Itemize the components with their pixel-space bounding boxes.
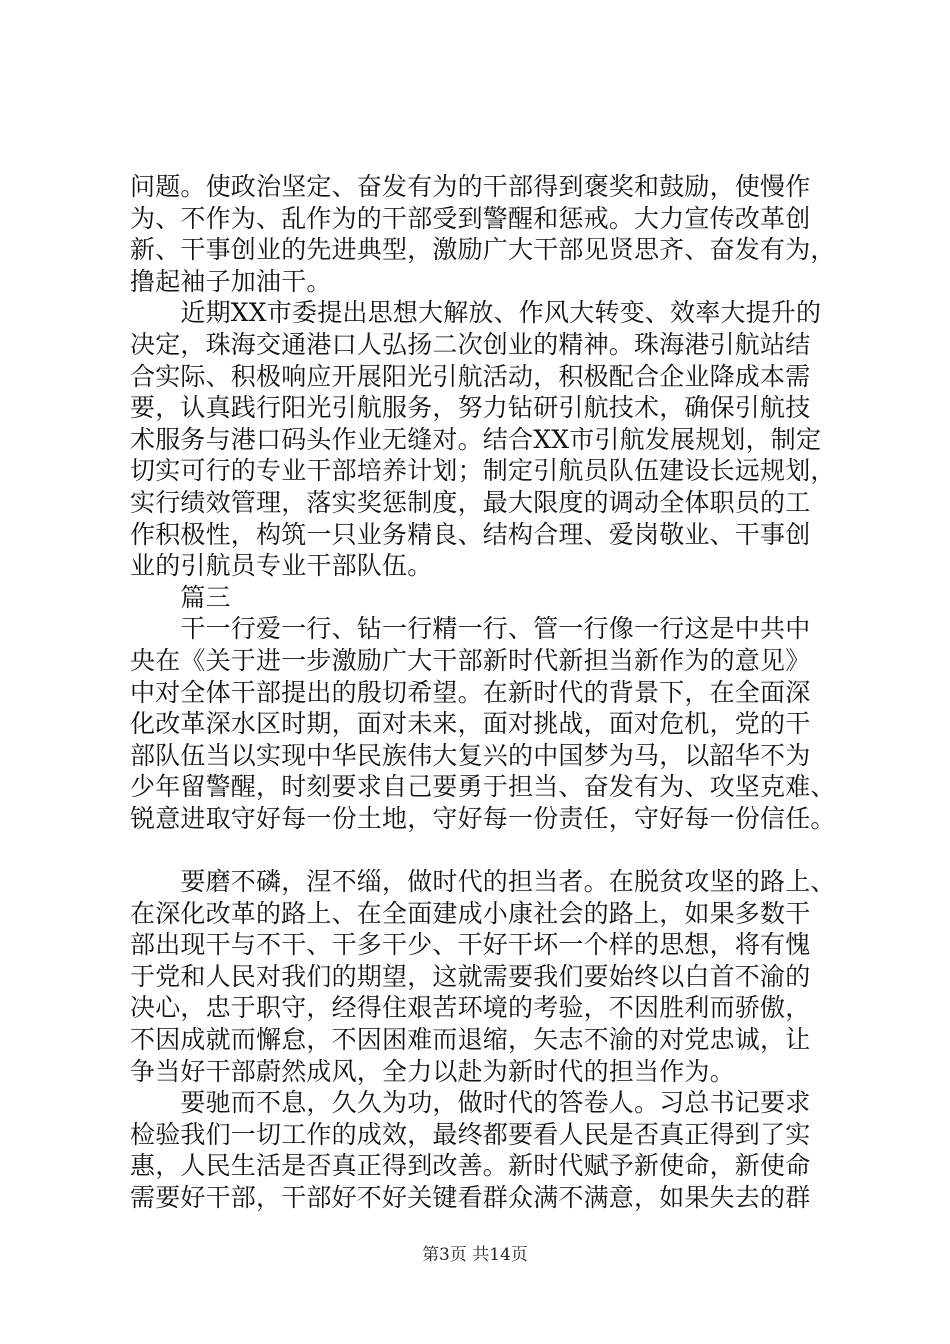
text-line: 惠，人民生活是否真正得到改善。新时代赋予新使命，新使命 xyxy=(130,1151,811,1181)
text-line: 争当好干部蔚然成风，全力以赴为新时代的担当作为。 xyxy=(130,1056,735,1086)
text-line: 中对全体干部提出的殷切希望。在新时代的背景下，在全面深 xyxy=(130,677,811,707)
blank-line xyxy=(130,834,845,866)
text-line: 锐意进取守好每一份土地，守好每一份责任，守好每一份信任。 xyxy=(130,803,836,833)
section-heading: 篇三 xyxy=(130,582,231,612)
text-line: 干一行爱一行、钻一行精一行、管一行像一行这是中共中 xyxy=(130,614,811,644)
text-line: 需要好干部，干部好不好关键看群众满不满意，如果失去的群 xyxy=(130,1183,811,1212)
text-line: 术服务与港口码头作业无缝对。结合XX市引航发展规划，制定 xyxy=(130,424,822,454)
text-line: 要驰而不息，久久为功，做时代的答卷人。习总书记要求 xyxy=(130,1088,811,1118)
text-line: 近期XX市委提出思想大解放、作风大转变、效率大提升的 xyxy=(130,298,822,328)
text-line: 为、不作为、乱作为的干部受到警醒和惩戒。大力宣传改革创 xyxy=(130,203,811,233)
text-line: 决定，珠海交通港口人弘扬二次创业的精神。珠海港引航站结 xyxy=(130,329,811,359)
page-number-footer: 第3页 共14页 xyxy=(422,1245,528,1265)
text-line: 化改革深水区时期，面对未来，面对挑战，面对危机，党的干 xyxy=(130,709,811,739)
text-line: 合实际、积极响应开展阳光引航活动，积极配合企业降成本需 xyxy=(130,361,811,391)
text-line: 要磨不磷，涅不缁，做时代的担当者。在脱贫攻坚的路上、 xyxy=(130,867,836,897)
text-line: 少年留警醒，时刻要求自己要勇于担当、奋发有为、攻坚克难、 xyxy=(130,772,836,802)
text-line: 切实可行的专业干部培养计划；制定引航员队伍建设长远规划， xyxy=(130,456,836,486)
text-line: 部队伍当以实现中华民族伟大复兴的中国梦为马，以韶华不为 xyxy=(130,740,811,770)
text-line: 新、干事创业的先进典型，激励广大干部见贤思齐、奋发有为， xyxy=(130,235,836,265)
text-line: 作积极性，构筑一只业务精良、结构合理、爱岗敬业、干事创 xyxy=(130,519,811,549)
document-body xyxy=(130,171,845,1214)
text-line: 实行绩效管理，落实奖惩制度，最大限度的调动全体职员的工 xyxy=(130,487,811,517)
text-line: 部出现干与不干、干多干少、干好干坏一个样的思想，将有愧 xyxy=(130,930,811,960)
text-line: 不因成就而懈怠，不因困难而退缩，矢志不渝的对党忠诚，让 xyxy=(130,1025,811,1055)
text-line: 检验我们一切工作的成效，最终都要看人民是否真正得到了实 xyxy=(130,1119,811,1149)
text-line: 撸起袖子加油干。 xyxy=(130,266,332,296)
text-line: 在深化改革的路上、在全面建成小康社会的路上，如果多数干 xyxy=(130,898,811,928)
text-line: 央在《关于进一步激励广大干部新时代新担当新作为的意见》 xyxy=(130,645,811,675)
text-line: 决心，忠于职守，经得住艰苦环境的考验，不因胜利而骄傲， xyxy=(130,993,811,1023)
text-line: 要，认真践行阳光引航服务，努力钻研引航技术，确保引航技 xyxy=(130,393,811,423)
text-line: 业的引航员专业干部队伍。 xyxy=(130,551,433,581)
text-line: 问题。使政治坚定、奋发有为的干部得到褒奖和鼓励，使慢作 xyxy=(130,172,811,201)
text-line: 于党和人民对我们的期望，这就需要我们要始终以白首不渝的 xyxy=(130,961,811,991)
